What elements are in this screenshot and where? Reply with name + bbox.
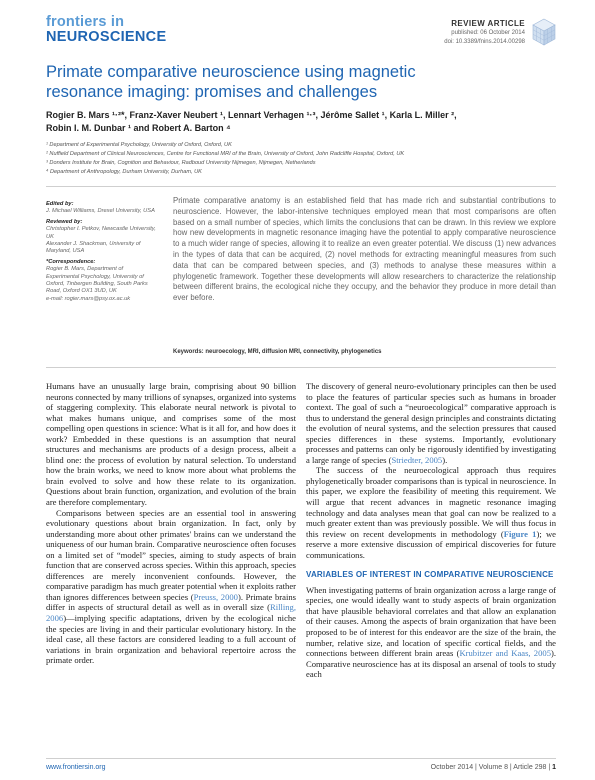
- affiliation-1: ¹ Department of Experimental Psychology, University of Oxford, Oxford, UK: [46, 142, 232, 148]
- article-title: Primate comparative neuroscience using magnetic resonance imaging: promises and challenges: [46, 63, 416, 101]
- citation-link[interactable]: Krubitzer and Kaas, 2005: [459, 648, 551, 659]
- paragraph-3: [306, 381, 556, 465]
- reviewer-2: Alexander J. Shackman, University of Maryland, USA: [46, 241, 141, 255]
- body-column-left: [46, 381, 296, 666]
- text: The success of the neuroecological approach thus requires phylogenetically broader comparisons than is typical in neuroscience. In this paper, we explore the feasibility of meeting this requirement. We will argue that recent advances in magnetic resonance imaging technology and data analyses mean that goal can now be realized to a much greater extent than was previously possible. We will thus focus in this review on recent developments in methodology (: [306, 465, 556, 539]
- body-column-right: [306, 381, 556, 680]
- journal-logo-line1: frontiers in: [46, 14, 125, 30]
- paragraph-1: Humans have an unusually large brain, comprising about 90 billion neurons connected by many trillions of synapses, organized into systems of staggering complexity. This elaborate neural network is pivotal to what makes humans unique, and comprises some of the most compelling open questions in science: What is it all for, and how does it work? Embedded in these questions is an assumption that neural structures and mechanisms are products of a design process, albeit a blind one: the process of evolution by natural selection. To understand how the brain works, we need to know more about what problems the brain evolved to solve and how these relate to its organization. Questions about brain function, organization, and evolution of the brain are therefore complementary.: [46, 381, 296, 508]
- paragraph-2: [46, 508, 296, 666]
- text: ); we reserve a more extensive discussion of empirical discoveries for future communications.: [306, 528, 556, 560]
- keywords-label: Keywords:: [173, 349, 204, 355]
- citation-link[interactable]: Preuss, 2000: [193, 591, 238, 602]
- published-date: published: 06 October 2014: [451, 30, 525, 36]
- correspondence-email[interactable]: e-mail: rogier.mars@psy.ox.ac.uk: [46, 295, 131, 302]
- journal-logo-line2: NEUROSCIENCE: [46, 29, 167, 45]
- keywords: [173, 349, 556, 355]
- text: )—implying specific adaptations, driven by the ecological niche the species are living in and their particular evolutionary history. In the ideal case, all these factors are considered leading to a full account of variations in brain organization and behavioral repertoire across the primate order.: [46, 613, 296, 666]
- cube-grid-icon: [532, 18, 556, 46]
- text: The discovery of general neuro-evolutionary principles can then be used to place the features of particular species such as humans in broader context. The goal of such a “neuroecological” comparative approach is thus to understand the general design principles and constraints dictating the evolution of neural systems, and the selection pressures that caused species differences in these systems. Importantly, evolutionary processes and patterns can only be rigorously identified by investigating a large range of species (: [306, 381, 556, 465]
- text: ). Comparative neuroscience has at its disposal an arsenal of tools to study each: [306, 648, 557, 680]
- paragraph-5: [306, 585, 556, 680]
- divider: [46, 367, 556, 368]
- editorial-sidebar: [46, 198, 156, 303]
- page-number: 1: [552, 764, 556, 771]
- affiliation-4: ⁴ Department of Anthropology, Durham University, Durham, UK: [46, 169, 202, 175]
- text: When investigating patterns of brain organization across a large range of species, one would ideally want to study aspects of brain organization that have plausible behavioral correlates and that allow an explanation of their causes. Among the aspects of brain organization that have been proposed to be of interest for this endeavor are the size of the brain, the number, relative size, and location of specific cortical fields, and the connections between different brain areas (: [306, 584, 556, 659]
- footer-citation: October 2014 | Volume 8 | Article 298 |: [430, 764, 551, 771]
- authors-line-2: Robin I. M. Dunbar ¹ and Robert A. Barton ⁴: [46, 123, 231, 133]
- affiliation-3: ³ Donders Institute for Brain, Cognition and Behaviour, Radboud University Nijmegen, Nijmegen, Netherlands: [46, 160, 316, 166]
- doi: doi: 10.3389/fnins.2014.00298: [444, 39, 525, 45]
- reviewed-by-label: Reviewed by:: [46, 218, 83, 225]
- footer-info: [431, 764, 556, 771]
- edited-by-label: Edited by:: [46, 201, 74, 207]
- authors-line-1: Rogier B. Mars ¹·²*, Franz-Xaver Neubert ¹, Lennart Verhagen ¹·³, Jérôme Sallet ¹, Karla L. Miller ²,: [46, 110, 457, 120]
- correspondence: Rogier B. Mars, Department of Experimental Psychology, University of Oxford, Tinbergen Building, South Parks Road, Oxford OX1 3UD, UK: [46, 266, 148, 295]
- footer-url-link[interactable]: www.frontiersin.org: [46, 764, 106, 771]
- abstract: Primate comparative anatomy is an established field that has made rich and substantial contributions to neuroscience. However, the labor-intensive techniques employed mean that most comparisons are often based on a small number of species, which limits the conclusions that can be drawn. In this review we explore how new developments in magnetic resonance imaging have the potential to apply comparative neuroscience to a much wider range of species, allowing it to realize an even greater potential. We discuss (1) new advances in the types of data that can be acquired, (2) novel methods for extracting meaningful measures from such data that can be compared between species, and (3) methods to analyse these measures within a phylogenetic framework. Together these developments will allow researchers to characterize the relationship between different brains, the ecological niche they occupy, and the behavior they produce in more detail than ever before.: [173, 196, 556, 303]
- figure-link[interactable]: Figure 1: [503, 528, 537, 539]
- divider: [46, 186, 556, 187]
- text: ).: [442, 454, 448, 465]
- article-type: REVIEW ARTICLE: [451, 19, 525, 28]
- affiliation-2: ² Nuffield Department of Clinical Neurosciences, Centre for Functional MRI of the Brain, University of Oxford, John Radcliffe Hospital, Oxford, UK: [46, 151, 405, 157]
- reviewer-1: Christopher I. Petkov, Newcastle University, UK: [46, 226, 156, 240]
- text: ). Primate brains differ in aspects of structural detail as well as in overall size (: [46, 591, 296, 613]
- citation-link[interactable]: Rilling, 2006: [46, 602, 296, 624]
- paragraph-4: [306, 465, 556, 560]
- section-heading: VARIABLES OF INTEREST IN COMPARATIVE NEUROSCIENCE: [306, 570, 554, 580]
- citation-link[interactable]: Striedter, 2005: [391, 454, 443, 465]
- footer-divider: [46, 758, 556, 759]
- keywords-list: neuroecology, MRI, diffusion MRI, connectivity, phylogenetics: [205, 349, 382, 355]
- correspondence-label: *Correspondence:: [46, 258, 96, 265]
- text: Comparisons between species are an essential tool in answering evolutionary questions about brain organization. In fact, only by understanding more about other primates' brains can we understand the uniqueness of our human brain. Comparative neuroscience often focuses on a limited set of “model” species, aiming to study aspects of brain function that are conserved across species. Within this approach, species differences are merely inconvenient confounds. However, the comparative paradigm has much greater potential when it exploits rather than ignores differences between species (: [46, 507, 296, 602]
- edited-by: J. Michael Williams, Drexel University, USA: [46, 208, 155, 215]
